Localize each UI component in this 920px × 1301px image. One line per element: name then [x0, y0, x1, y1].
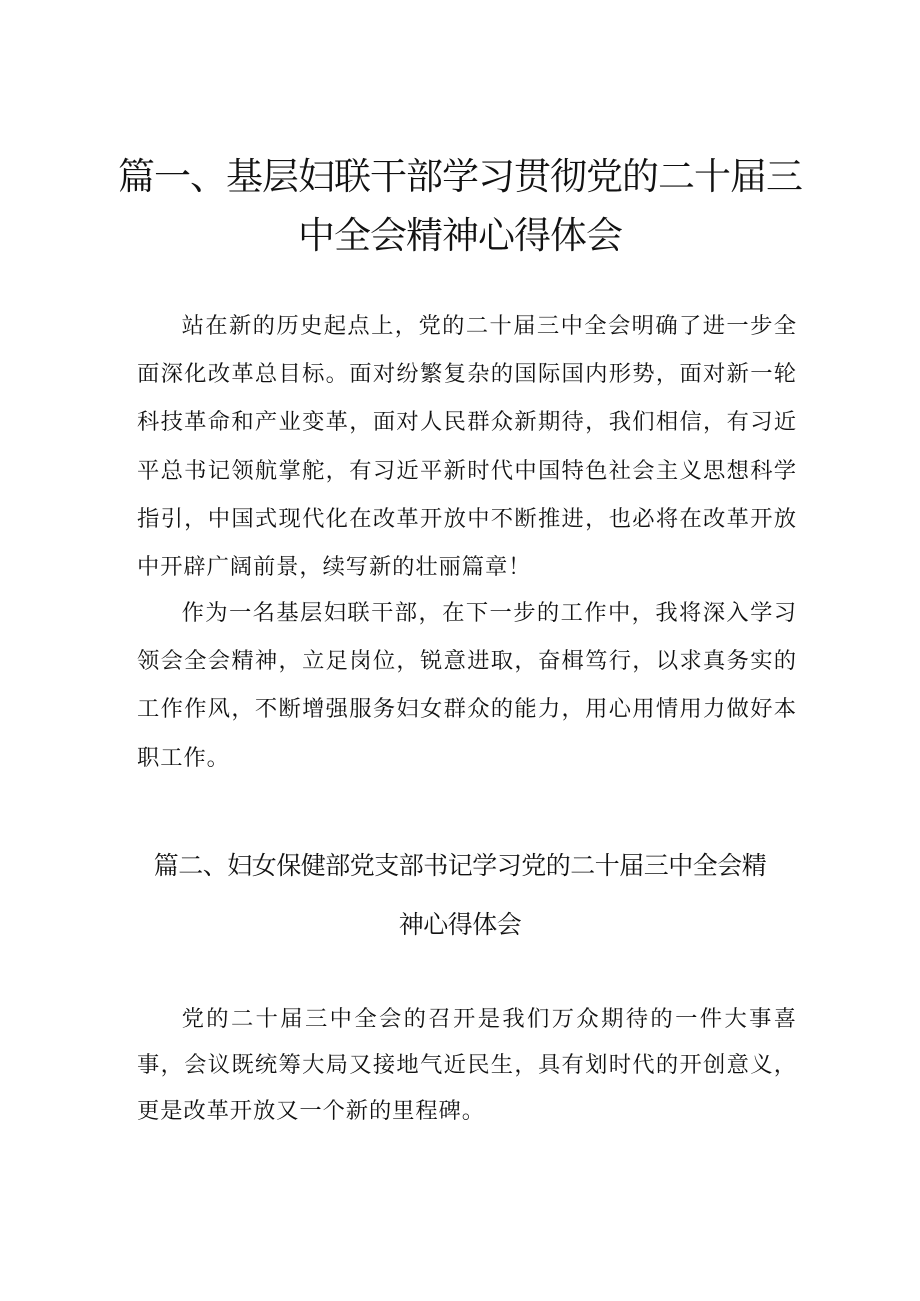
section1-title-line1: 篇一、基层妇联干部学习贯彻党的二十届三 [118, 155, 802, 198]
section1-title-line2: 中全会精神心得体会 [298, 214, 622, 257]
section1-paragraph-1: 站在新的历史起点上，党的二十届三中全会明确了进一步全面深化改革总目标。面对纷繁复杂的国际国内形势，面对新一轮科技革命和产业变革，面对人民群众新期待，我们相信，有习近平总书记领航掌舵，有习近平新时代中国特色社会主义思想科学指引，中国式现代化在改革开放中不断推进，也必将在改革开放中开辟广阔前景，续写新的壮丽篇章！ [137, 313, 797, 581]
section2-title-line2: 神心得体会 [398, 910, 522, 939]
section2-paragraph-1: 党的二十届三中全会的召开是我们万众期待的一件大事喜事，会议既统筹大局又接地气近民生，具有划时代的开创意义，更是改革开放又一个新的里程碑。 [137, 1006, 797, 1124]
section2-title-line1: 篇二、妇女保健部党支部书记学习党的二十届三中全会精 [153, 851, 767, 880]
section1-paragraph-2: 作为一名基层妇联干部，在下一步的工作中，我将深入学习领会全会精神，立足岗位，锐意进取，奋楫笃行，以求真务实的工作作风，不断增强服务妇女群众的能力，用心用情用力做好本职工作。 [137, 600, 797, 771]
